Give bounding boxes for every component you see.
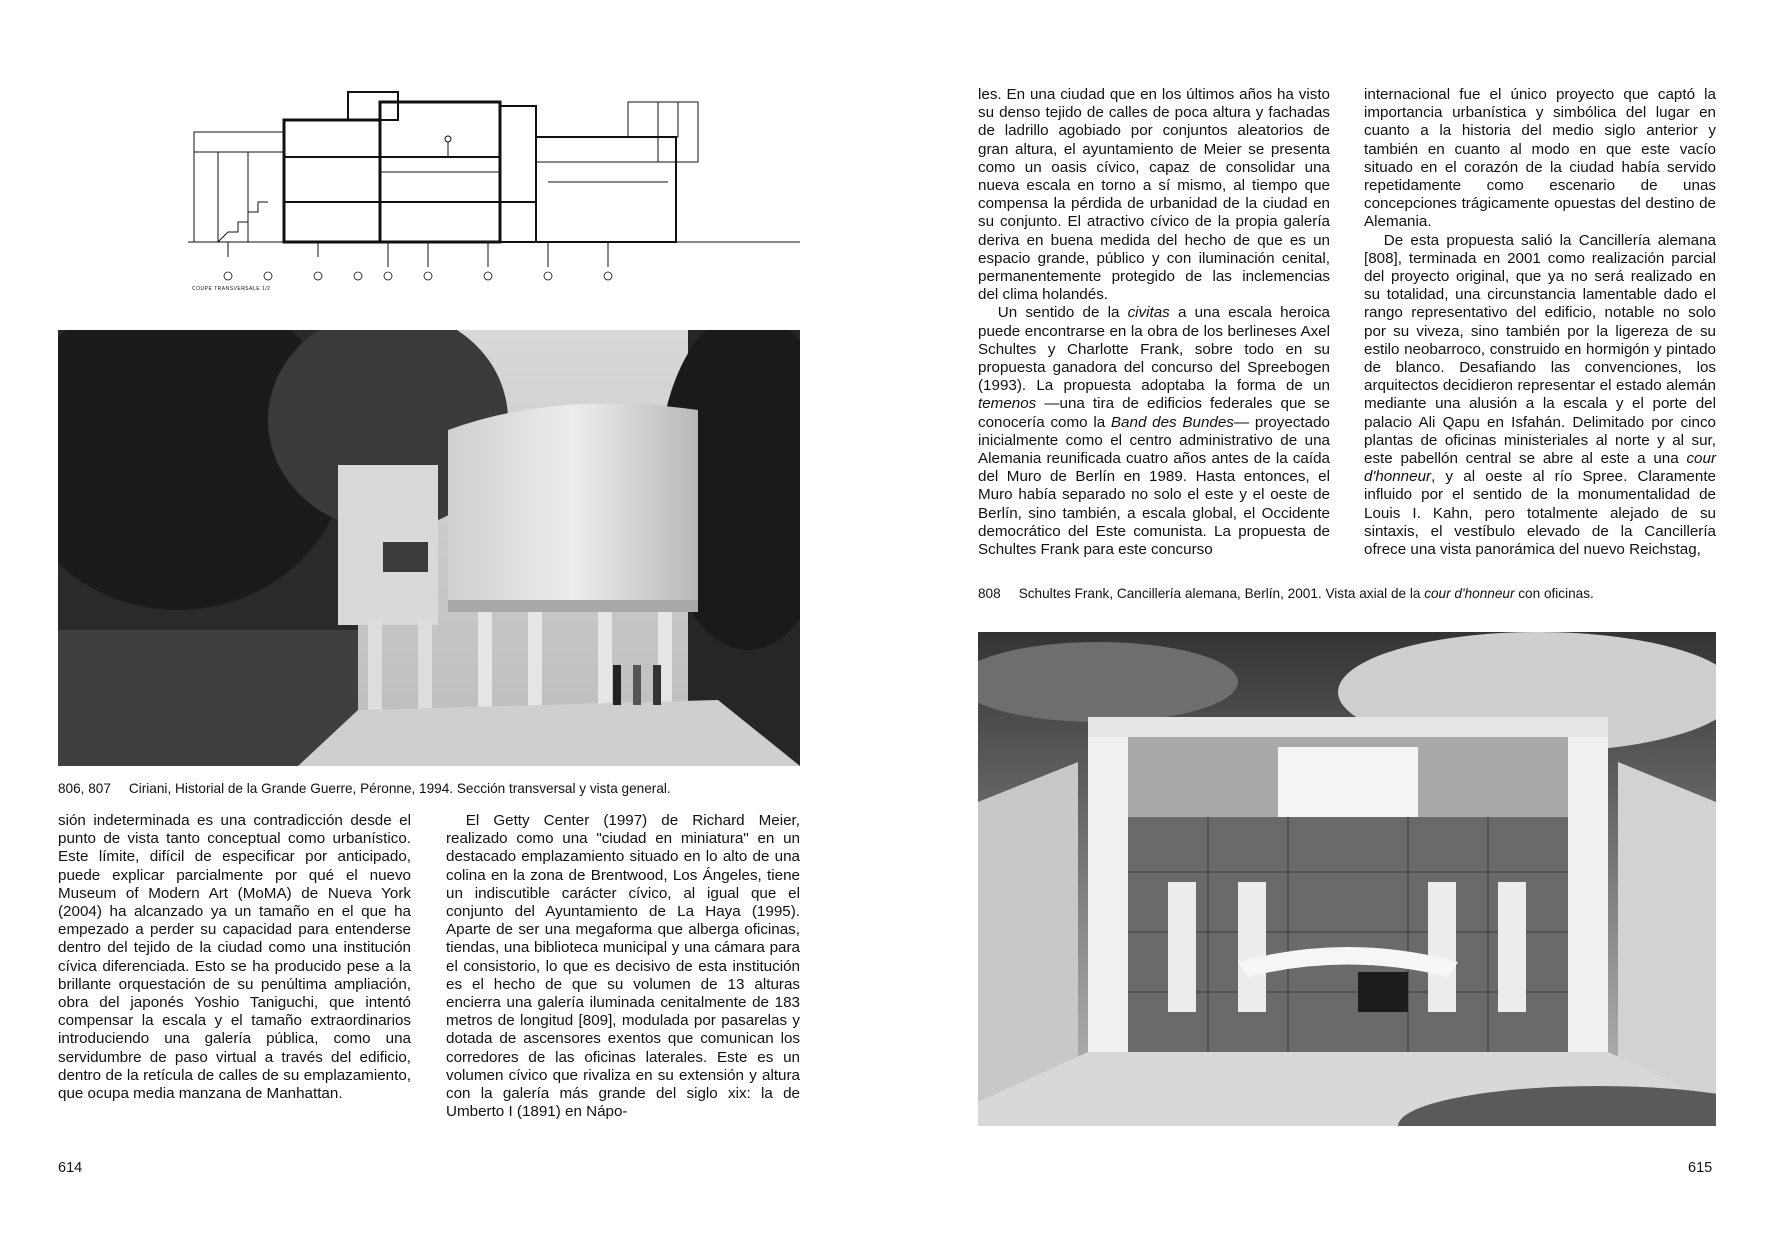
paragraph: El Getty Center (1997) de Richard Meier, realizado como una "ciudad en miniatura" en un destacado emplazamiento situado en lo alto de una colina en la zona de Brentwood, Los Ángeles, tiene un indiscutible carácter cívico, al igual que el conjunto del Ayuntamiento de La Haya (1995). Aparte de ser una megaforma que alberga oficinas, tiendas, una biblioteca municipal y una cámara para el consistorio, lo que es decisivo de esta institución es el hecho de que su volumen de 13 alturas encierra una galería iluminada cenitalmente de 183 metros de longitud [809], modulada por pasarelas y dotada de ascensores exentos que comunican los corredores de las oficinas laterales. Este es un volumen cívico que rivaliza en su extensión y altura con la galería más grande del siglo xix: la de Umberto I (1891) en Nápo- bbox=[446, 812, 800, 1121]
historial-photo bbox=[58, 330, 800, 766]
page-number: 615 bbox=[1688, 1160, 1713, 1176]
paragraph: Un sentido de la civitas a una escala heroica puede encontrarse en la obra de los berlineses Axel Schultes y Charlotte Frank, sobre todo en su propuesta ganadora del concurso del Spreebogen (1993). La propuesta adoptaba la forma de un temenos —una tira de edificios federales que se conocería como la Band des Bundes— proyectado inicialmente como el centro administrativo de una Alemania reunificada cuatro años antes de la caída del Muro de Berlín en 1989. Hasta entonces, el Muro había separado no solo el este y el oeste de Berlín, sino también, a escala global, el Occidente democrático del Este comunista. La propuesta de Schultes Frank para este concurso bbox=[978, 304, 1330, 559]
caption-number: 808 bbox=[978, 586, 1001, 601]
paragraph: sión indeterminada es una contradicción desde el punto de vista tanto conceptual como urbanístico. Este límite, difícil de especificar por anticipado, puede explicar parcialmente por qué el nuevo Museum of Modern Art (MoMA) de Nueva York (2004) ha alcanzado ya un tamaño en el que ha empezado a perder su capacidad para entenderse dentro del tejido de la ciudad como una institución cívica diferenciada. Esto se ha producido pese a la brillante orquestación de su penúltima ampliación, obra del japonés Yoshio Taniguchi, que intentó compensar la escala y el tamaño extraordinarios introduciendo una galería pública, como una servidumbre de paso virtual a través del edificio, dentro de la retícula de calles de su emplazamiento, que ocupa media manzana de Manhattan. bbox=[58, 812, 411, 1103]
left-column-1 bbox=[58, 812, 411, 1103]
paragraph: les. En una ciudad que en los últimos años ha visto su denso tejido de calles de poca altura y fachadas de ladrillo agobiado por conjuntos aleatorios de gran altura, el ayuntamiento de Meier se presenta como un oasis cívico, capaz de consolidar una nueva escala en torno a sí mismo, al tiempo que compensa la pérdida de urbanidad de la ciudad en su conjunto. El atractivo cívico de la propia galería deriva en buena medida del hecho de que es un espacio grande, público y con iluminación cenital, permanentemente protegido de las inclemencias del clima holandés. bbox=[978, 86, 1330, 304]
caption-number: 806, 807 bbox=[58, 781, 111, 796]
caption-text: Ciriani, Historial de la Grande Guerre, Péronne, 1994. Sección transversal y vista general. bbox=[128, 781, 671, 796]
right-column-1 bbox=[978, 86, 1330, 559]
cross-section-drawing bbox=[188, 82, 800, 306]
paragraph: De esta propuesta salió la Cancillería alemana [808], terminada en 2001 como realización parcial del proyecto original, que ya no será realizado en su totalidad, una circunstancia lamentable dado el rango representativo del edificio, notable no solo por su viveza, sino también por la ligereza de su estilo neobarroco, construido en hormigón y pintado de blanco. Desafiando las convenciones, los arquitectos decidieron representar el estado alemán mediante una alusión a la escala y el porte del palacio Ali Qapu en Isfahán. Delimitado por cinco plantas de oficinas ministeriales al norte y al sur, este pabellón central se abre al este a una cour d'honneur, y al oeste al río Spree. Claramente influido por el sentido de la monumentalidad de Louis I. Kahn, pero totalmente alejado de su sintaxis, el vestíbulo elevado de la Cancillería ofrece una vista panorámica del nuevo Reichstag, bbox=[1364, 231, 1716, 559]
left-column-2 bbox=[446, 812, 800, 1121]
caption-808: 808 Schultes Frank, Cancillería alemana, Berlín, 2001. Vista axial de la cour d'honneur con oficinas. bbox=[978, 586, 1594, 601]
caption-806-807 bbox=[58, 780, 800, 797]
page-number: 614 bbox=[58, 1160, 83, 1176]
right-page bbox=[886, 0, 1772, 1240]
chancellery-photo bbox=[978, 632, 1716, 1126]
paragraph: internacional fue el único proyecto que captó la importancia urbanística y simbólica del lugar en cuanto a la historia del medio siglo anterior y también en cuanto al modo en que este vacío situado en el corazón de la ciudad había servido repetidamente como escenario de unas concepciones trágicamente opuestas del destino de Alemania. bbox=[1364, 86, 1716, 231]
drawing-label: COUPE TRANSVERSALE 1/2 bbox=[192, 286, 271, 292]
right-column-2 bbox=[1364, 86, 1716, 559]
